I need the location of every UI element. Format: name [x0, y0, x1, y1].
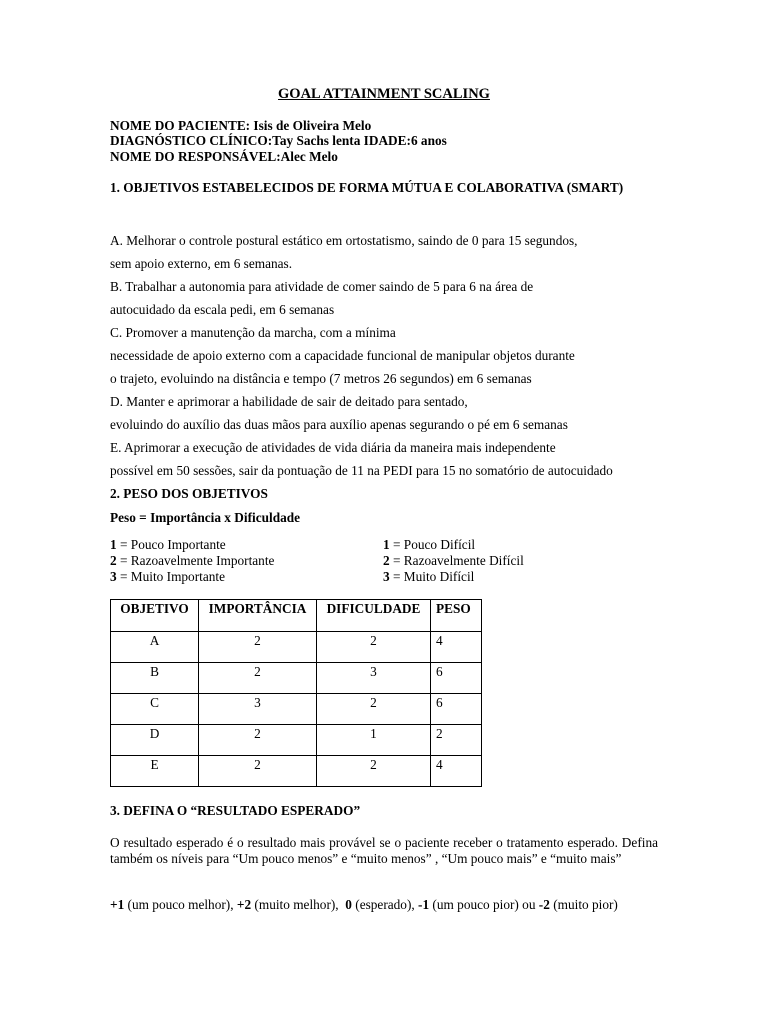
scale-number: 3: [110, 569, 117, 584]
level-code: 0: [345, 897, 352, 912]
section1-heading: 1. OBJETIVOS ESTABELECIDOS DE FORMA MÚTUA E COLABORATIVA (SMART): [110, 180, 624, 195]
level-text: (esperado),: [351, 897, 419, 912]
section3-paragraph: O resultado esperado é o resultado mais provável se o paciente receber o tratamento esperado. Defina também os níveis para “Um pouco menos” e “muito menos” , “Um pouco mais” e “muito mais”: [110, 835, 658, 866]
header-dificuldade: DIFICULDADE: [317, 600, 431, 632]
patient-name-line: NOME DO PACIENTE: Isis de Oliveira Melo: [110, 118, 372, 133]
page-title: GOAL ATTAINMENT SCALING: [278, 86, 490, 102]
scale-number: 1: [383, 537, 390, 552]
level-text: (um pouco pior) ou: [429, 897, 539, 912]
scale-text: = Muito Difícil: [389, 569, 475, 584]
table-row: [111, 725, 482, 756]
level-text: (um pouco melhor),: [124, 897, 237, 912]
table-row: [111, 756, 482, 787]
table-header-row: [111, 600, 482, 632]
scale-number: 3: [383, 569, 390, 584]
level-text: (muito melhor),: [251, 897, 346, 912]
goal-line: D. Manter e aprimorar a habilidade de sair de deitado para sentado,: [110, 394, 468, 409]
section2-heading: 2. PESO DOS OBJETIVOS: [110, 486, 268, 501]
cell-importance: 2: [199, 663, 317, 694]
table-row: [111, 663, 482, 694]
cell-weight: 6: [431, 663, 482, 694]
table-row: [111, 632, 482, 663]
scale-number: 2: [110, 553, 117, 568]
importance-scale-item: [110, 537, 226, 553]
cell-importance: 2: [199, 725, 317, 756]
cell-objective: D: [111, 725, 199, 756]
difficulty-scale-item: [383, 553, 524, 569]
cell-weight: 4: [431, 632, 482, 663]
goal-line: o trajeto, evoluindo na distância e tempo (7 metros 26 segundos) em 6 semanas: [110, 371, 532, 386]
cell-objective: A: [111, 632, 199, 663]
scale-text: = Razoavelmente Difícil: [389, 553, 524, 568]
goal-line: possível em 50 sessões, sair da pontuação de 11 na PEDI para 15 no somatório de autocuidado: [110, 463, 613, 478]
levels-line: [110, 897, 618, 913]
cell-importance: 3: [199, 694, 317, 725]
cell-difficulty: 1: [317, 725, 431, 756]
cell-difficulty: 3: [317, 663, 431, 694]
clinical-diagnosis-line: DIAGNÓSTICO CLÍNICO:Tay Sachs lenta IDADE:6 anos: [110, 133, 447, 148]
weights-table: [110, 599, 482, 787]
goal-line: B. Trabalhar a autonomia para atividade de comer saindo de 5 para 6 na área de: [110, 279, 534, 294]
level-text: (muito pior): [549, 897, 618, 912]
section3-heading: 3. DEFINA O “RESULTADO ESPERADO”: [110, 803, 361, 818]
scale-number: 2: [383, 553, 390, 568]
cell-importance: 2: [199, 632, 317, 663]
difficulty-scale-item: [383, 537, 475, 553]
goal-line: A. Melhorar o controle postural estático em ortostatismo, saindo de 0 para 15 segundos,: [110, 233, 578, 248]
level-code: +1: [110, 897, 125, 912]
responsible-name-line: NOME DO RESPONSÁVEL:Alec Melo: [110, 149, 338, 164]
goal-line: necessidade de apoio externo com a capacidade funcional de manipular objetos durante: [110, 348, 575, 363]
cell-weight: 4: [431, 756, 482, 787]
level-code: -2: [538, 897, 550, 912]
scale-text: = Pouco Importante: [116, 537, 226, 552]
header-peso: PESO: [431, 600, 482, 632]
cell-objective: C: [111, 694, 199, 725]
scale-text: = Pouco Difícil: [389, 537, 476, 552]
difficulty-scale-item: [383, 569, 474, 585]
scale-text: = Razoavelmente Importante: [116, 553, 275, 568]
cell-difficulty: 2: [317, 756, 431, 787]
importance-scale-item: [110, 553, 274, 569]
scale-text: = Muito Importante: [116, 569, 225, 584]
cell-difficulty: 2: [317, 694, 431, 725]
goal-line: autocuidado da escala pedi, em 6 semanas: [110, 302, 335, 317]
cell-objective: E: [111, 756, 199, 787]
cell-importance: 2: [199, 756, 317, 787]
goal-line: E. Aprimorar a execução de atividades de vida diária da maneira mais independente: [110, 440, 556, 455]
header-importancia: IMPORTÂNCIA: [199, 600, 317, 632]
cell-weight: 2: [431, 725, 482, 756]
cell-difficulty: 2: [317, 632, 431, 663]
table-row: [111, 694, 482, 725]
scale-number: 1: [110, 537, 117, 552]
cell-weight: 6: [431, 694, 482, 725]
goal-line: C. Promover a manutenção da marcha, com a mínima: [110, 325, 396, 340]
goal-line: evoluindo do auxílio das duas mãos para auxílio apenas segurando o pé em 6 semanas: [110, 417, 568, 432]
header-objetivo: OBJETIVO: [111, 600, 199, 632]
level-code: -1: [418, 897, 430, 912]
importance-scale-item: [110, 569, 225, 585]
cell-objective: B: [111, 663, 199, 694]
goal-line: sem apoio externo, em 6 semanas.: [110, 256, 293, 271]
weight-formula: Peso = Importância x Dificuldade: [110, 510, 301, 525]
level-code: +2: [236, 897, 252, 912]
